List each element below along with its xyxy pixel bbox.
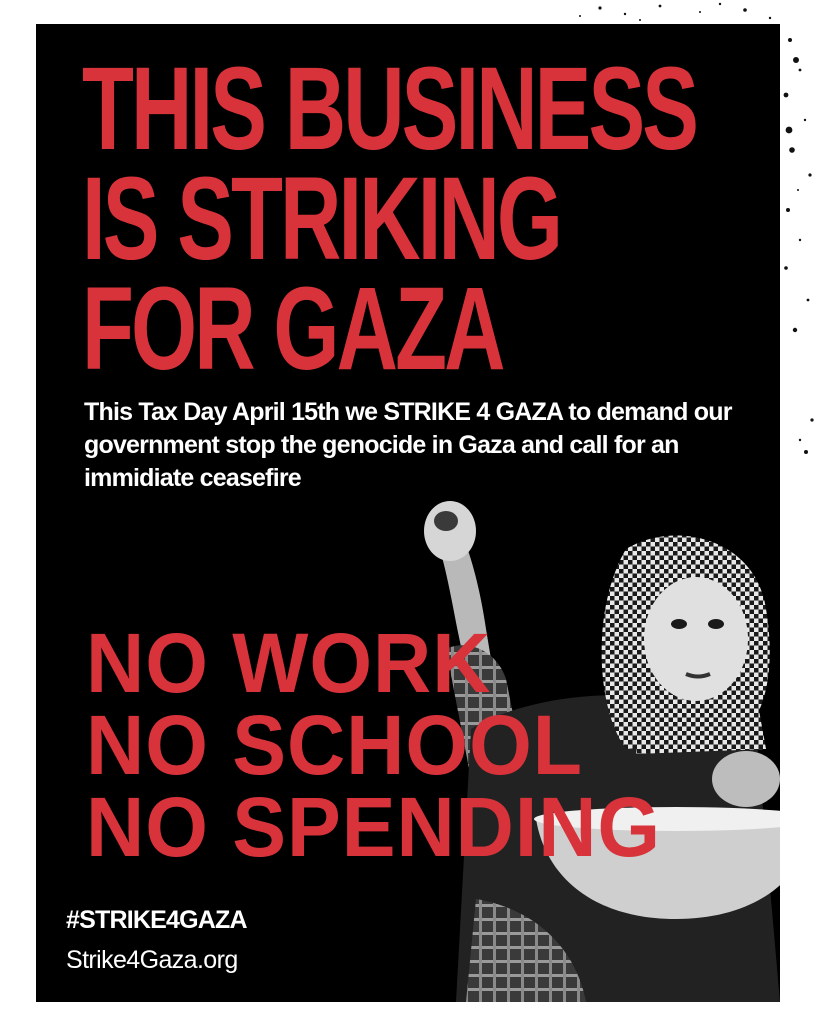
hashtag: #STRIKE4GAZA — [66, 906, 247, 934]
poster-panel — [36, 24, 780, 1002]
strike-slogan — [86, 616, 662, 874]
slogan-line: NO SPENDING — [86, 780, 662, 874]
website-link[interactable]: Strike4Gaza.org — [66, 946, 238, 974]
headline-line: IS STRIKING — [82, 153, 561, 285]
headline — [82, 43, 697, 395]
slogan-line: NO WORK — [86, 616, 492, 710]
strike-description: This Tax Day April 15th we STRIKE 4 GAZA to demand our government stop the genocide in Gaza and call for an immidiate ceasefire — [84, 398, 732, 492]
headline-line: THIS BUSINESS — [82, 43, 697, 175]
headline-line: FOR GAZA — [82, 263, 503, 395]
slogan-line: NO SCHOOL — [86, 698, 583, 792]
